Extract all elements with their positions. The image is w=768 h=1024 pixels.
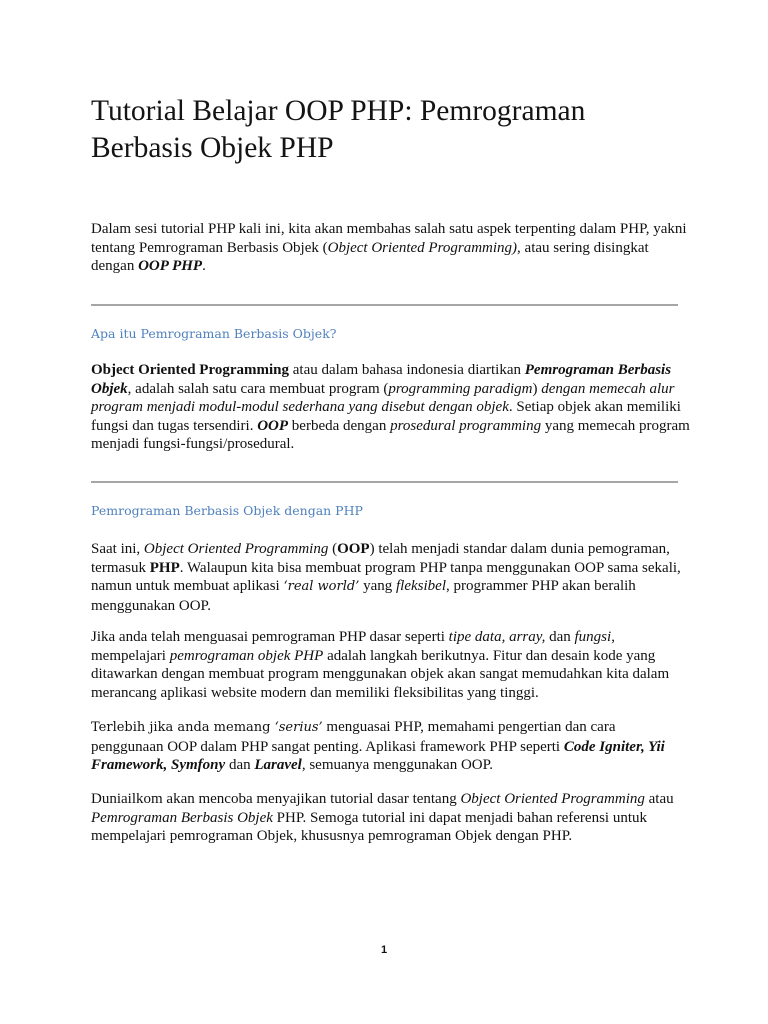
page-number: 1 xyxy=(380,944,388,956)
text-run: Object Oriented Programming) xyxy=(327,239,518,256)
text-run: Code Igniter, Yii Framework, Symfony xyxy=(91,738,665,773)
text-run: Jika anda telah menguasai pemrograman PHP dasar seperti xyxy=(91,629,449,645)
text-run: dan xyxy=(225,757,255,773)
text-run: . xyxy=(202,258,206,274)
text-run: ) xyxy=(532,380,542,397)
text-run: PHP. Semoga tutorial ini dapat menjadi bahan referensi untuk mempelajari pemrograman Objek, khususnya pemrograman Objek dengan PHP. xyxy=(91,809,648,844)
text-run: , semuanya menggunakan OOP. xyxy=(301,757,494,773)
text-run: , mempelajari xyxy=(91,629,615,664)
text-run: adalah langkah berikutnya. Fitur dan desain kode yang ditawarkan dengan membuat program menggunakan objek akan sangat memudahkan kita dalam merancang aplikasi website modern dan memiliki fleksibilitas yang tinggi. xyxy=(91,647,670,701)
text-run: Object Oriented Programming xyxy=(460,791,645,807)
text-run: Object Oriented Programming xyxy=(91,362,290,378)
text-run: fleksibel xyxy=(396,578,446,594)
text-run: yang memecah program menjadi fungsi-fungsi/prosedural. xyxy=(91,417,690,452)
text-run: ‘real world’ xyxy=(283,579,360,594)
text-run: menguasai PHP, memahami pengertian dan cara penggunaan OOP dalam PHP sangat penting. Aplikasi framework PHP seperti xyxy=(91,719,616,755)
section2-paragraph-4 xyxy=(91,790,691,846)
text-run: , programmer PHP akan beralih menggunakan OOP. xyxy=(91,578,636,614)
section2-paragraph-1 xyxy=(91,540,691,615)
text-run: ) telah menjadi standar dalam dunia pemograman, termasuk xyxy=(91,541,670,576)
text-run: prosedural programming xyxy=(390,417,542,434)
text-run: tipe data, array, xyxy=(448,629,546,645)
text-run: fungsi xyxy=(574,629,612,645)
section-heading-2: Pemrograman Berbasis Objek dengan PHP xyxy=(91,503,363,518)
section-divider xyxy=(91,481,678,483)
text-run: pemrograman objek PHP xyxy=(169,647,324,664)
text-run: . Setiap objek akan memiliki fungsi dan tugas tersendiri. xyxy=(91,399,681,434)
text-run: atau dalam bahasa indonesia diartikan xyxy=(289,362,525,378)
text-run: Saat ini, xyxy=(91,541,144,557)
text-run: Terlebih jika anda memang xyxy=(91,720,275,735)
text-run: ‘serius’ xyxy=(274,720,323,735)
text-run: OOP xyxy=(337,541,370,557)
text-run: , atau sering disingkat dengan xyxy=(91,239,649,274)
text-run: atau xyxy=(644,791,674,807)
text-run: dan xyxy=(545,629,575,645)
text-run: Pemrograman Berbasis Objek xyxy=(91,362,672,397)
text-run: ( xyxy=(328,541,338,557)
page-title: Tutorial Belajar OOP PHP: Pemrograman Berbasis Objek PHP xyxy=(91,95,586,164)
text-run: programming paradigm xyxy=(388,380,533,397)
section-divider xyxy=(91,304,678,306)
text-run: Duniailkom akan mencoba menyajikan tutorial dasar tentang xyxy=(91,791,461,807)
text-run: dengan memecah alur program menjadi modul-modul sederhana yang disebut dengan objek xyxy=(91,380,675,415)
text-run: , adalah salah satu cara membuat program ( xyxy=(127,380,389,397)
intro-paragraph xyxy=(91,220,691,276)
text-run: Pemrograman Berbasis Objek xyxy=(91,809,273,826)
section1-paragraph xyxy=(91,361,691,454)
text-run: Dalam sesi tutorial PHP kali ini, kita akan membahas salah satu aspek terpenting dalam PHP, yakni tentang Pemrograman Berbasis Objek ( xyxy=(91,221,687,256)
text-run: OOP PHP xyxy=(138,258,203,274)
text-run: OOP xyxy=(257,417,289,434)
section-heading-1: Apa itu Pemrograman Berbasis Objek? xyxy=(91,326,337,341)
text-run: . Walaupun kita bisa membuat program PHP tanpa menggunakan OOP sama sekali, namun untuk membuat aplikasi xyxy=(91,559,681,594)
text-run: Object Oriented Programming xyxy=(143,541,329,557)
text-run: Laravel xyxy=(254,757,302,773)
text-run: yang xyxy=(359,578,397,594)
section2-paragraph-2 xyxy=(91,628,691,702)
text-run: berbeda dengan xyxy=(288,417,391,434)
text-run: PHP xyxy=(149,559,180,576)
section2-paragraph-3 xyxy=(91,718,691,775)
